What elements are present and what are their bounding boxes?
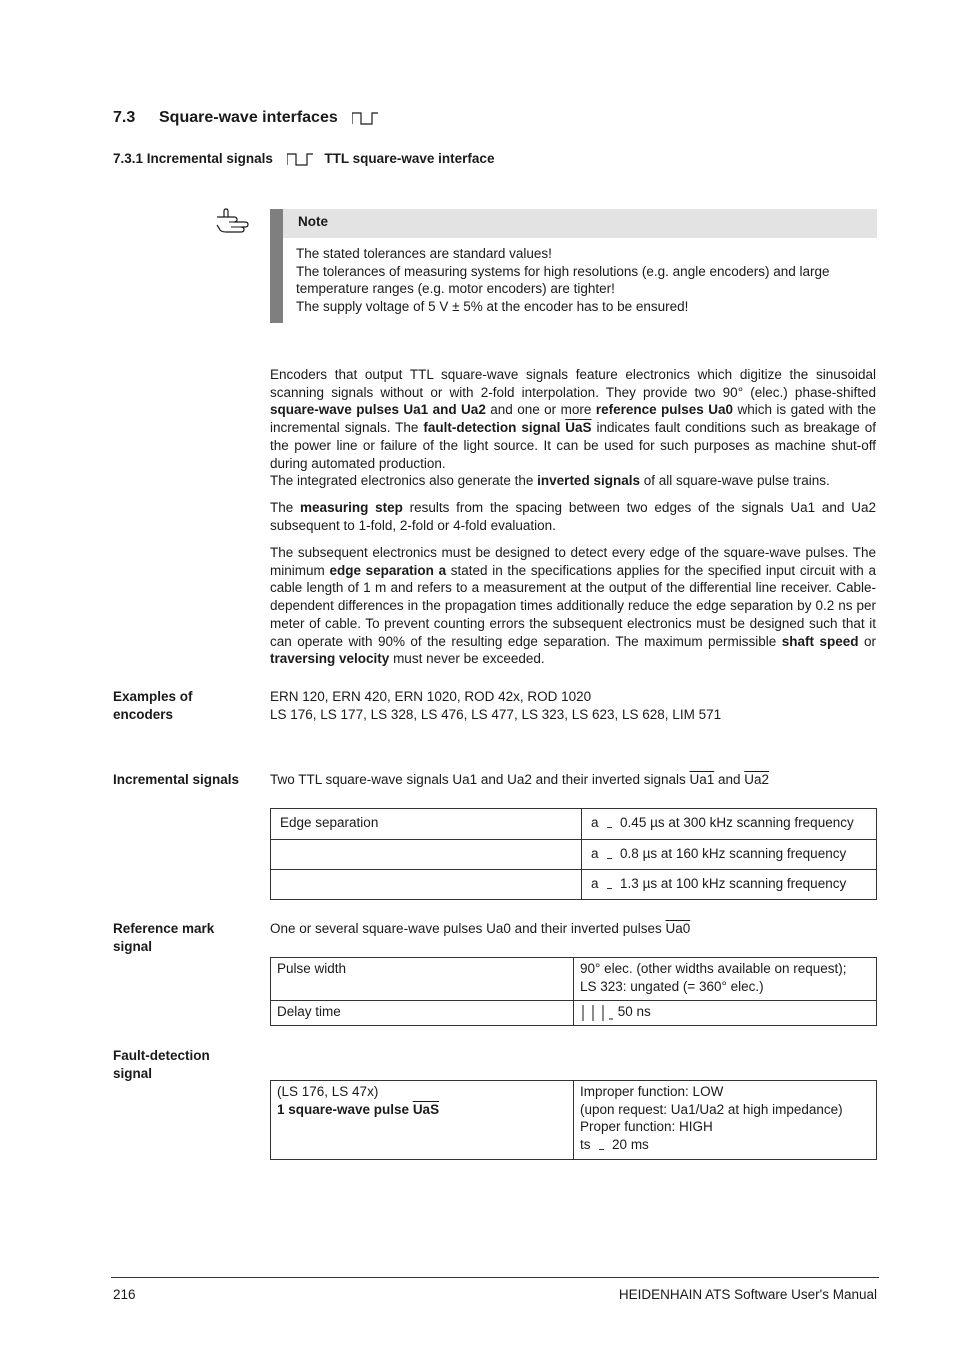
fault-models: (LS 176, LS 47x) — [277, 1084, 379, 1099]
symbol-a: a — [591, 876, 599, 891]
text-run: The integrated electronics also generate the — [270, 473, 538, 489]
examples-list — [270, 688, 721, 723]
table-cell-value — [574, 1081, 877, 1160]
table-row — [271, 958, 877, 1001]
bold-term: fault-detection signal — [423, 420, 566, 436]
note-bar — [270, 209, 283, 323]
bold-term: traversing velocity — [270, 651, 390, 667]
bold-term-inverted: $\overline{UaS}$ — [565, 420, 592, 436]
bold-term: edge separation a — [329, 562, 447, 578]
intro-paragraph-2 — [270, 499, 876, 534]
table-row — [271, 809, 877, 840]
ts-value: 20 ms — [612, 1137, 649, 1153]
label-line: encoders — [113, 706, 174, 722]
text-run: of all square-wave pulse trains. — [639, 473, 830, 489]
text-run: which is gated with the incremental signals. The — [270, 402, 877, 436]
square-wave-icon — [352, 111, 378, 125]
fault-line: Proper function: HIGH — [580, 1119, 713, 1135]
section-number: 7.3 — [113, 109, 136, 126]
fault-line: (upon request: Ua1/Ua2 at high impedance) — [580, 1101, 843, 1117]
table-row — [271, 1081, 877, 1160]
note-body — [296, 245, 876, 316]
fault-label — [113, 1047, 263, 1082]
text-run: stated in the specifications applies for the specified input circuit with a cable length of 1 m and refers to a measurement at the output of the differential line receiver. Cable-dependent differences in the propagation times additionally reduce the edge separation by 0.2 ns per meter of cable. To prevent counting errors the subsequent electronics must be designed such that it can operate with 90% of the resulting edge separation. The maximum permissible — [270, 562, 876, 649]
bold-term: reference pulses Ua0 — [595, 402, 734, 418]
text-run: must never be exceeded. — [389, 651, 545, 667]
square-wave-icon — [287, 152, 313, 166]
note-heading: Note — [298, 214, 328, 229]
text-run: Encoders that output TTL square-wave signals feature electronics which digitize the sinusoidal scanning signals without or with 2-fold interpolation. They provide two 90° (elec.) phase-shifted — [270, 367, 876, 400]
bold-term: inverted signals — [537, 473, 640, 489]
bold-term-inverted: $\overline{UaS}$ — [412, 1101, 440, 1117]
reference-label — [113, 920, 263, 955]
intro-paragraph-1 — [270, 366, 876, 490]
section-title: Square-wave interfaces — [159, 109, 338, 126]
manual-title: HEIDENHAIN ATS Software User's Manual — [618, 1287, 877, 1302]
note-line: The tolerances of measuring systems for high resolutions (e.g. angle encoders) and large temperature ranges (e.g. motor encoders) are tighter! — [296, 263, 830, 297]
incremental-label: Incremental signals — [113, 772, 240, 787]
bold-term: square-wave pulses Ua1 and Ua2 — [270, 402, 486, 418]
intro-paragraph-3 — [270, 544, 876, 668]
table-cell-label — [271, 840, 582, 870]
table-cell-label: Pulse width — [271, 958, 574, 1001]
edge-value: 0.45 µs at 300 kHz scanning frequency — [620, 815, 854, 830]
table-cell-value — [574, 1001, 877, 1026]
text-run: and one or more — [485, 402, 596, 418]
edge-value: 1.3 µs at 100 kHz scanning frequency — [620, 876, 847, 891]
table-cell-label: Delay time — [271, 1001, 574, 1026]
note-line: The stated tolerances are standard values! — [296, 246, 552, 261]
reference-text — [270, 920, 690, 938]
bold-term: shaft speed — [781, 633, 859, 649]
text-run: The — [270, 500, 301, 515]
fault-line: Improper function: LOW — [580, 1084, 724, 1099]
table-cell-value — [582, 870, 877, 900]
table-cell-value — [574, 958, 877, 1001]
incremental-text — [270, 771, 769, 789]
examples-line: ERN 120, ERN 420, ERN 1020, ROD 42x, ROD 1020 — [270, 689, 592, 704]
subsection-heading — [113, 151, 494, 166]
inverted-signal: Ua1 — [689, 772, 715, 787]
delay-value: 50 ns — [617, 1004, 651, 1019]
pointing-hand-icon — [214, 208, 250, 234]
table-cell-label — [271, 1081, 574, 1160]
subsection-title-2: TTL square-wave interface — [324, 151, 495, 166]
section-heading — [113, 109, 386, 127]
label-line: Examples of — [113, 689, 193, 704]
reference-table — [270, 957, 877, 1026]
symbol-a: a — [591, 846, 599, 861]
inverted-signal: Ua2 — [744, 772, 770, 787]
text-run: or — [858, 633, 876, 649]
subsection-title: Incremental signals — [146, 151, 273, 166]
symbol-ts: ts — [580, 1137, 591, 1153]
label-line: signal — [113, 1065, 153, 1081]
examples-line: LS 176, LS 177, LS 328, LS 476, LS 477, LS 323, LS 623, LS 628, LIM 571 — [270, 706, 722, 722]
table-row — [271, 840, 877, 870]
table-row — [271, 870, 877, 900]
edge-separation-table — [270, 808, 877, 900]
text-run: and — [714, 772, 745, 787]
pulse-value-line: LS 323: ungated (= 360° elec.) — [580, 978, 764, 994]
label-line: signal — [113, 938, 153, 954]
text-run: The subsequent electronics must be designed to detect every edge of the square-wave pulses. The minimum — [270, 545, 876, 578]
table-cell-value — [582, 840, 877, 870]
table-cell-label — [271, 870, 582, 900]
bold-term: measuring step — [300, 500, 403, 515]
text-run: Two TTL square-wave signals Ua1 and Ua2 and their inverted signals — [270, 772, 690, 787]
subsection-number: 7.3.1 — [113, 151, 144, 166]
text-run: One or several square-wave pulses Ua0 and their inverted pulses — [270, 921, 666, 936]
edge-value: 0.8 µs at 160 kHz scanning frequency — [620, 846, 847, 861]
text-run: results from the spacing between two edges of the signals Ua1 and Ua2 subsequent to 1-fold, 2-fold or 4-fold evaluation. — [270, 500, 876, 533]
label-line: Fault-detection — [113, 1048, 210, 1063]
absolute-value-bars-icon — [580, 1004, 614, 1021]
footer-divider — [111, 1277, 879, 1278]
table-cell-label: Edge separation — [271, 809, 582, 840]
label-line: Reference mark — [113, 921, 215, 936]
fault-pulse — [277, 1101, 567, 1119]
table-cell-value — [582, 809, 877, 840]
table-row — [271, 1001, 877, 1026]
note-header — [283, 209, 877, 238]
fault-table — [270, 1080, 877, 1160]
bold-term: 1 square-wave pulse — [277, 1101, 413, 1117]
examples-label — [113, 688, 263, 723]
inverted-signal: Ua0 — [665, 921, 691, 936]
symbol-a: a — [591, 815, 599, 830]
page-number: 216 — [113, 1287, 136, 1302]
pulse-value-line: 90° elec. (other widths available on request); — [580, 961, 847, 976]
fault-line — [580, 1136, 870, 1154]
note-line: The supply voltage of 5 V ± 5% at the encoder has to be ensured! — [296, 299, 689, 315]
text-run: indicates fault conditions such as breakage of the power line or failure of the light source. It can be used for such purposes as machine shut-off during automated production. — [270, 420, 877, 471]
